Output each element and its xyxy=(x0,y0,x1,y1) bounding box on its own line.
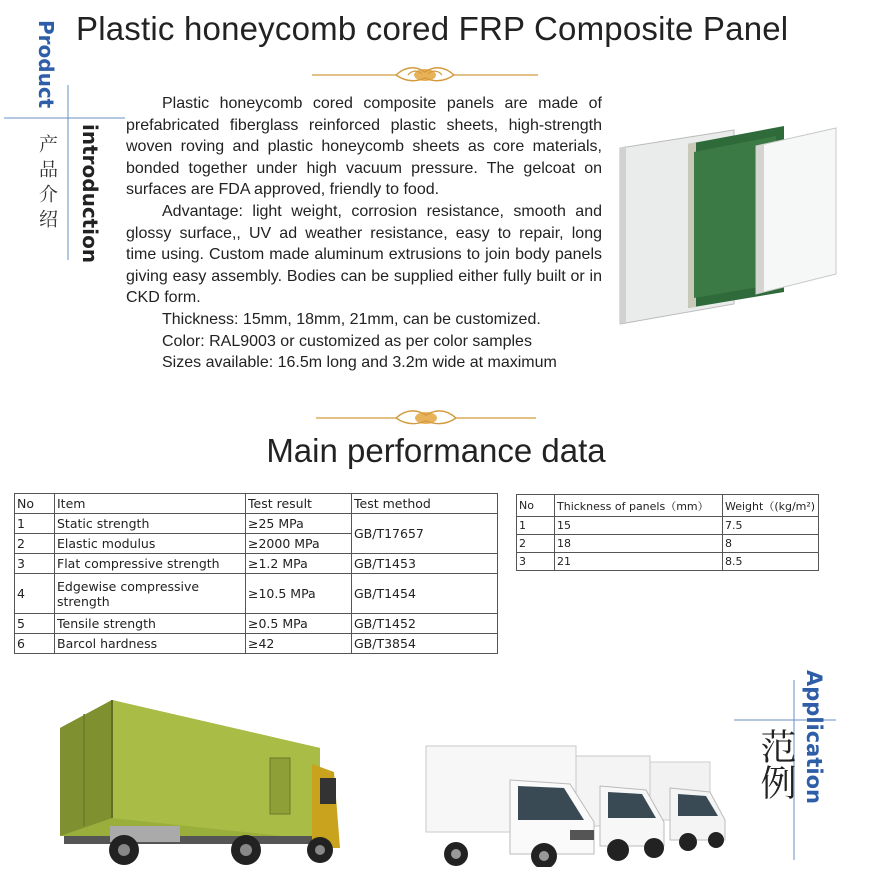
side-label-cn-product-intro: 产品介绍 xyxy=(36,134,58,234)
cell-method: GB/T17657 xyxy=(352,514,498,554)
cell-item: Elastic modulus xyxy=(55,534,246,554)
table-row xyxy=(15,574,498,614)
cell-no: 3 xyxy=(15,554,55,574)
composite-panels-image xyxy=(616,124,842,334)
intro-paragraph: Plastic honeycomb cored composite panels are made of prefabricated fiberglass reinforced plastic sheets, high-strength woven roving and plastic honeycomb sheets as core materials, bonded together under high vacuum pressure. The gelcoat on surfaces are FDA approved, friendly to food. xyxy=(126,95,602,199)
cell-item: Edgewise compressive strength xyxy=(55,574,246,614)
side-label-introduction: introduction xyxy=(78,124,102,264)
cell-no: 4 xyxy=(15,574,55,614)
side-label-product: Product xyxy=(34,20,58,109)
cell-item: Barcol hardness xyxy=(55,634,246,654)
cell-method: GB/T1454 xyxy=(352,574,498,614)
cell-no: 2 xyxy=(517,535,555,553)
table-row xyxy=(15,554,498,574)
side-divider-lines xyxy=(0,85,130,260)
header-cell: Test result xyxy=(246,494,352,514)
cell-result: ≥25 MPa xyxy=(246,514,352,534)
intro-text xyxy=(126,93,602,374)
table-header-row xyxy=(15,494,498,514)
spec-thickness: Thickness: 15mm, 18mm, 21mm, can be customized. xyxy=(162,310,541,328)
table-row xyxy=(517,517,819,535)
cell-weight: 8.5 xyxy=(723,553,819,571)
spec-color: Color: RAL9003 or customized as per color samples xyxy=(162,332,532,350)
table-row xyxy=(15,514,498,534)
table-row xyxy=(517,553,819,571)
spec-sizes: Sizes available: 16.5m long and 3.2m wide at maximum xyxy=(162,354,557,372)
cell-result: ≥0.5 MPa xyxy=(246,614,352,634)
header-cell: Thickness of panels（mm） xyxy=(555,495,723,517)
green-truck-image xyxy=(50,698,340,868)
cell-no: 6 xyxy=(15,634,55,654)
header-cell: Item xyxy=(55,494,246,514)
header-cell: No xyxy=(517,495,555,517)
ornament-divider-bottom xyxy=(316,405,536,429)
table-row xyxy=(15,634,498,654)
side-label-application: Application xyxy=(802,670,826,804)
cell-result: ≥10.5 MPa xyxy=(246,574,352,614)
ornament-divider-top xyxy=(312,62,538,86)
cell-method: GB/T1452 xyxy=(352,614,498,634)
cell-method: GB/T3854 xyxy=(352,634,498,654)
header-cell: Weight（(kg/m²) xyxy=(723,495,819,517)
cell-no: 1 xyxy=(517,517,555,535)
section-title: Main performance data xyxy=(266,432,606,469)
cell-weight: 8 xyxy=(723,535,819,553)
page-title: Plastic honeycomb cored FRP Composite Panel xyxy=(76,10,789,47)
cell-item: Flat compressive strength xyxy=(55,554,246,574)
cell-item: Static strength xyxy=(55,514,246,534)
van-front xyxy=(426,746,594,867)
table-header-row xyxy=(517,495,819,517)
header-cell: Test method xyxy=(352,494,498,514)
cell-no: 2 xyxy=(15,534,55,554)
cell-no: 3 xyxy=(517,553,555,571)
cell-no: 5 xyxy=(15,614,55,634)
cell-result: ≥2000 MPa xyxy=(246,534,352,554)
side-label-cn-application: 范例 xyxy=(755,728,796,800)
performance-table xyxy=(14,493,498,654)
white-vans-image xyxy=(420,742,730,867)
intro-paragraph: Advantage: light weight, corrosion resistance, smooth and glossy surface,, UV ad weather resistance, easy to repair, long time using. Custom made aluminum extrusions to join body panels giving easy assembly. Bodies can be supplied either fully built or in CKD form. xyxy=(126,202,602,307)
cell-result: ≥1.2 MPa xyxy=(246,554,352,574)
header-cell: No xyxy=(15,494,55,514)
cell-thickness: 15 xyxy=(555,517,723,535)
table-row xyxy=(517,535,819,553)
cell-item: Tensile strength xyxy=(55,614,246,634)
cell-no: 1 xyxy=(15,514,55,534)
table-row xyxy=(15,614,498,634)
cell-thickness: 18 xyxy=(555,535,723,553)
cell-thickness: 21 xyxy=(555,553,723,571)
cell-weight: 7.5 xyxy=(723,517,819,535)
cell-method: GB/T1453 xyxy=(352,554,498,574)
cell-result: ≥42 xyxy=(246,634,352,654)
weight-table xyxy=(516,494,819,571)
